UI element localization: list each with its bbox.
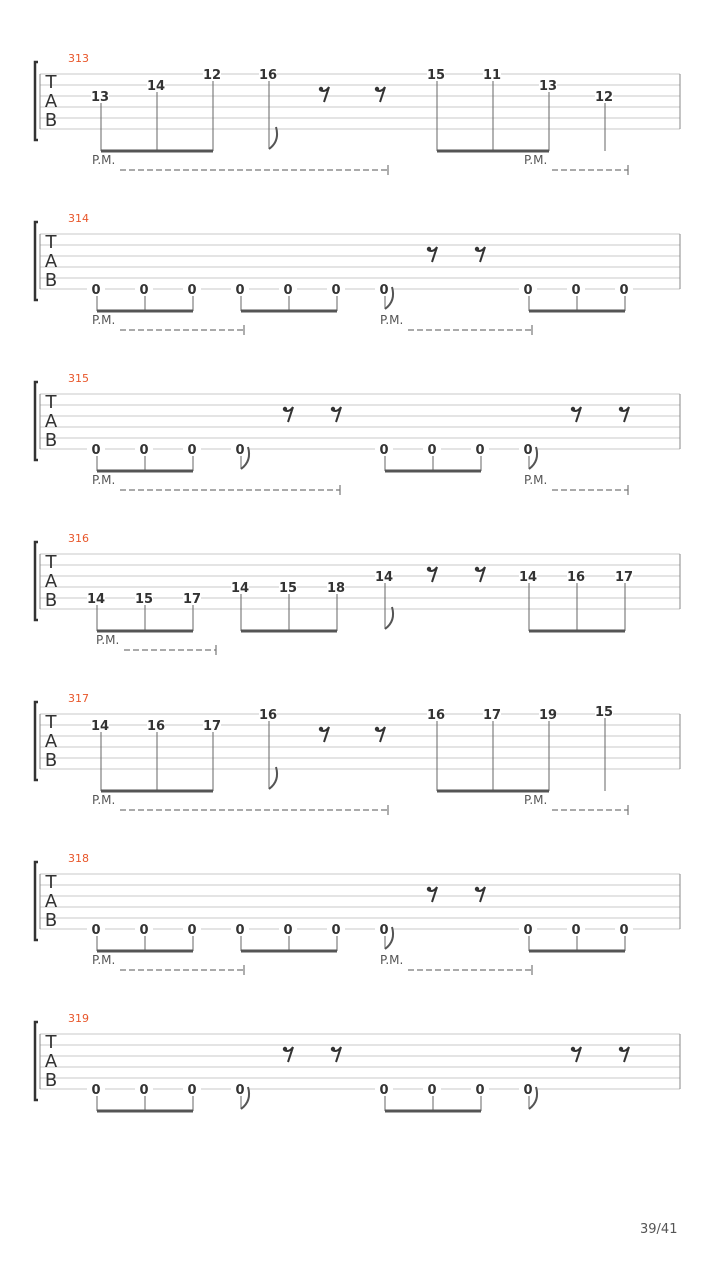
palm-mute-label: P.M. [380,953,404,967]
tab-system-318 [35,793,680,951]
palm-mute-label: P.M. [92,153,116,167]
eighth-rest-dot [427,247,431,251]
eighth-rest-dot [375,87,379,91]
palm-mute-label: P.M. [524,793,548,807]
fret-number: 19 [538,708,558,723]
fret-number: 14 [146,79,166,94]
eighth-rest-dot [475,567,479,571]
measure-number: 314 [68,212,89,225]
fret-number: 11 [482,68,502,83]
palm-mute-label: P.M. [92,793,116,807]
fret-number: 14 [374,570,394,585]
fret-number: 0 [523,923,533,938]
fret-number: 0 [187,283,197,298]
fret-number: 0 [91,1083,101,1098]
palm-mute-label: P.M. [96,633,120,647]
fret-number: 0 [139,1083,149,1098]
fret-number: 15 [278,581,298,596]
fret-number: 12 [594,90,614,105]
eighth-rest-dot [619,407,623,411]
fret-number: 0 [139,923,149,938]
tab-clef-letter: A [44,91,58,112]
fret-number: 15 [594,705,614,720]
tab-clef-letter: T [45,232,57,253]
fret-number: 16 [426,708,446,723]
fret-number: 15 [426,68,446,83]
fret-number: 17 [482,708,502,723]
eighth-rest-dot [319,87,323,91]
eighth-rest-dot [331,407,335,411]
fret-number: 0 [523,283,533,298]
fret-number: 0 [571,283,581,298]
tab-clef-letter: B [44,750,58,771]
tab-clef-letter: A [44,571,58,592]
fret-number: 0 [139,283,149,298]
palm-mute-label: P.M. [524,473,548,487]
eighth-rest-dot [375,727,379,731]
fret-number: 0 [331,283,341,298]
eighth-rest-dot [283,1047,287,1051]
eighth-rest-dot [571,407,575,411]
system-bracket [35,1022,38,1100]
palm-mute-label: P.M. [92,473,116,487]
fret-number: 0 [331,923,341,938]
measure-number: 318 [68,852,89,865]
fret-number: 17 [614,570,634,585]
fret-number: 12 [202,68,222,83]
fret-number: 13 [90,90,110,105]
system-bracket [35,382,38,460]
fret-number: 0 [235,923,245,938]
tab-system-313 [35,52,680,151]
fret-number: 0 [187,1083,197,1098]
fret-number: 13 [538,79,558,94]
fret-number: 14 [518,570,538,585]
tab-system-319 [35,953,680,1111]
tab-clef-letter: T [45,872,57,893]
fret-number: 0 [427,443,437,458]
fret-number: 0 [235,283,245,298]
eighth-rest-dot [475,887,479,891]
fret-number: 0 [475,443,485,458]
fret-number: 0 [139,443,149,458]
palm-mute-label: P.M. [92,953,116,967]
fret-number: 0 [379,443,389,458]
tab-clef-letter: B [44,590,58,611]
tab-clef-letter: A [44,731,58,752]
tab-system-316 [35,473,680,631]
measure-number: 313 [68,52,89,65]
tab-clef-letter: A [44,891,58,912]
eighth-flag [269,127,277,149]
tab-system-317 [35,633,680,791]
tab-clef-letter: T [45,1032,57,1053]
fret-number: 0 [91,283,101,298]
eighth-rest-dot [475,247,479,251]
fret-number: 0 [571,923,581,938]
fret-number: 14 [90,719,110,734]
fret-number: 0 [91,923,101,938]
tab-clef-letter: A [44,411,58,432]
tab-clef-letter: B [44,910,58,931]
tab-clef-letter: B [44,430,58,451]
eighth-flag [269,767,277,789]
fret-number: 0 [187,443,197,458]
fret-number: 0 [619,283,629,298]
palm-mute-label: P.M. [524,153,548,167]
fret-number: 17 [202,719,222,734]
fret-number: 0 [475,1083,485,1098]
fret-number: 0 [619,923,629,938]
tab-clef-letter: A [44,1051,58,1072]
fret-number: 16 [258,68,278,83]
fret-number: 14 [86,592,106,607]
fret-number: 16 [258,708,278,723]
eighth-rest-dot [319,727,323,731]
page-number: 39/41 [640,1222,678,1237]
fret-number: 0 [379,923,389,938]
fret-number: 0 [523,1083,533,1098]
tab-clef-letter: T [45,392,57,413]
eighth-rest-dot [571,1047,575,1051]
system-bracket [35,702,38,780]
fret-number: 0 [235,443,245,458]
fret-number: 15 [134,592,154,607]
fret-number: 16 [566,570,586,585]
tab-clef-letter: B [44,270,58,291]
system-bracket [35,222,38,300]
eighth-rest-dot [619,1047,623,1051]
tab-clef-letter: B [44,110,58,131]
system-bracket [35,62,38,140]
eighth-rest-dot [283,407,287,411]
tab-clef-letter: A [44,251,58,272]
tab-clef-letter: B [44,1070,58,1091]
fret-number: 0 [379,283,389,298]
fret-number: 0 [523,443,533,458]
palm-mute-label: P.M. [92,313,116,327]
fret-number: 0 [235,1083,245,1098]
measure-number: 319 [68,1012,89,1025]
fret-number: 0 [379,1083,389,1098]
tab-clef-letter: T [45,712,57,733]
fret-number: 0 [91,443,101,458]
tab-system-315 [35,313,680,471]
measure-number: 315 [68,372,89,385]
tab-clef-letter: T [45,72,57,93]
fret-number: 16 [146,719,166,734]
system-bracket [35,862,38,940]
fret-number: 0 [187,923,197,938]
eighth-rest-dot [427,567,431,571]
tab-clef-letter: T [45,552,57,573]
measure-number: 317 [68,692,89,705]
fret-number: 0 [283,923,293,938]
eighth-rest-dot [427,887,431,891]
fret-number: 17 [182,592,202,607]
system-bracket [35,542,38,620]
fret-number: 18 [326,581,346,596]
eighth-flag [385,607,393,629]
fret-number: 14 [230,581,250,596]
tab-system-314 [35,153,680,311]
measure-number: 316 [68,532,89,545]
palm-mute-label: P.M. [380,313,404,327]
eighth-rest-dot [331,1047,335,1051]
fret-number: 0 [427,1083,437,1098]
fret-number: 0 [283,283,293,298]
